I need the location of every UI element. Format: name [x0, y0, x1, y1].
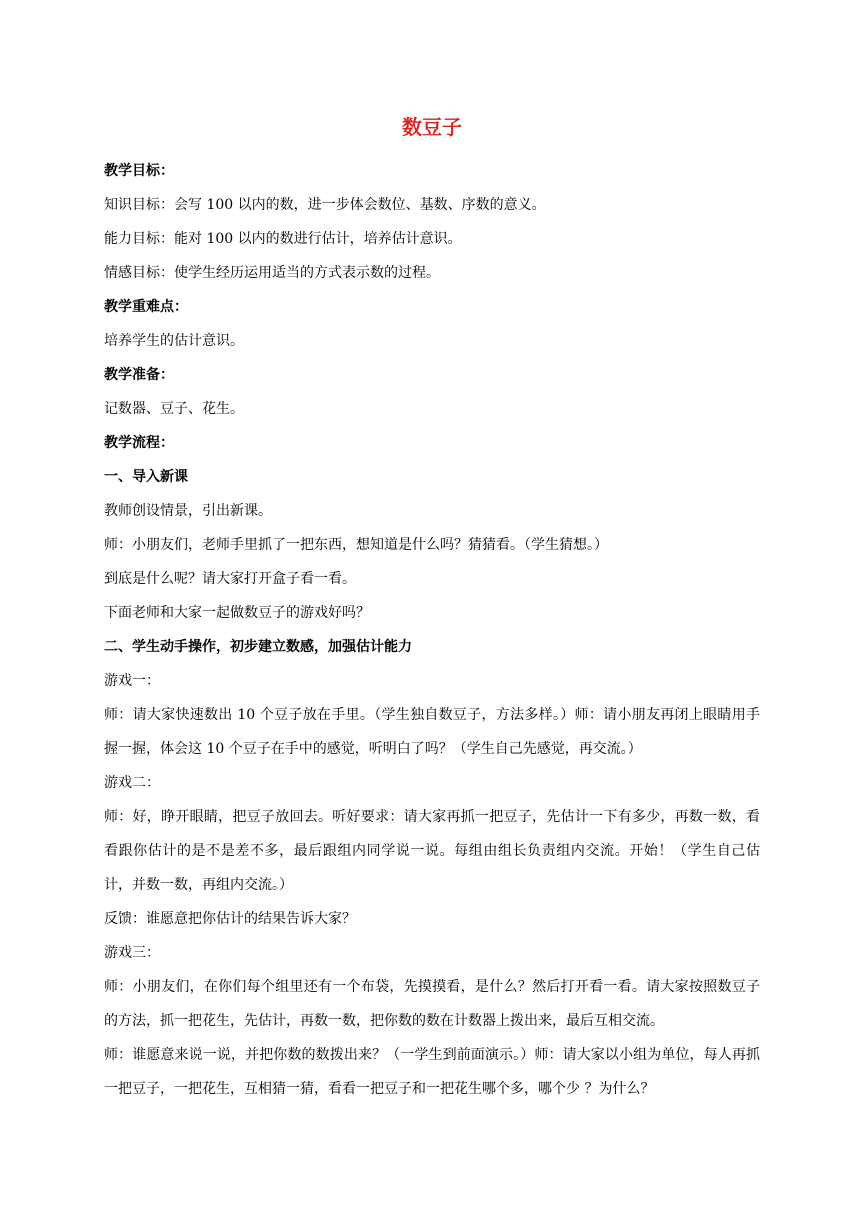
paragraph-intro-4: 下面老师和大家一起做数豆子的游戏好吗？ — [104, 605, 370, 621]
paragraph-emotion-goal: 情感目标：使学生经历运用适当的方式表示数的过程。 — [104, 265, 440, 281]
label-game-two: 游戏二： — [104, 775, 160, 791]
paragraph-intro-3: 到底是什么呢？请大家打开盒子看一看。 — [104, 571, 356, 587]
paragraph-ability-goal: 能力目标：能对 100 以内的数进行估计，培养估计意识。 — [104, 231, 462, 247]
paragraph-knowledge-goal: 知识目标：会写 100 以内的数，进一步体会数位、基数、序数的意义。 — [104, 197, 546, 213]
section-heading-objectives: 教学目标： — [104, 163, 174, 179]
section-heading-key-points: 教学重难点： — [104, 299, 188, 315]
paragraph-preparation: 记数器、豆子、花生。 — [104, 401, 244, 417]
subsection-heading-intro: 一、导入新课 — [104, 469, 188, 485]
paragraph-game-one: 师：请大家快速数出 10 个豆子放在手里。（学生独自数豆子，方法多样。）师：请小朋友再闭上眼睛用手握一握，体会这 10 个豆子在手中的感觉，听明白了吗？（学生自己先感觉，再交流。） — [104, 707, 760, 757]
document-body — [104, 112, 760, 1106]
paragraph-game-three-followup: 师：谁愿意来说一说，并把你数的数拨出来？（一学生到前面演示。）师：请大家以小组为单位，每人再抓一把豆子，一把花生，互相猜一猜，看看一把豆子和一把花生哪个多，哪个少 ？为什么？ — [104, 1047, 760, 1097]
paragraph-intro-1: 教师创设情景，引出新课。 — [104, 503, 272, 519]
document-title: 数豆子 — [402, 115, 462, 139]
section-heading-process: 教学流程： — [104, 435, 174, 451]
paragraph-intro-2: 师：小朋友们，老师手里抓了一把东西，想知道是什么吗？猜猜看。（学生猜想。） — [104, 537, 608, 553]
label-game-three: 游戏三： — [104, 945, 160, 961]
paragraph-feedback: 反馈：谁愿意把你估计的结果告诉大家？ — [104, 911, 356, 927]
label-game-one: 游戏一： — [104, 673, 160, 689]
subsection-heading-hands-on: 二、学生动手操作，初步建立数感，加强估计能力 — [104, 639, 412, 655]
section-heading-preparation: 教学准备： — [104, 367, 174, 383]
paragraph-game-three: 师：小朋友们，在你们每个组里还有一个布袋，先摸摸看，是什么？然后打开看一看。请大家按照数豆子的方法，抓一把花生，先估计，再数一数，把你数的数在计数器上拨出来，最后互相交流。 — [104, 979, 760, 1029]
paragraph-key-points: 培养学生的估计意识。 — [104, 333, 244, 349]
paragraph-game-two: 师：好，睁开眼睛，把豆子放回去。听好要求：请大家再抓一把豆子，先估计一下有多少，再数一数，看看跟你估计的是不是差不多，最后跟组内同学说一说。每组由组长负责组内交流。开始！（学生自己估计，并数一数，再组内交流。） — [104, 809, 760, 893]
